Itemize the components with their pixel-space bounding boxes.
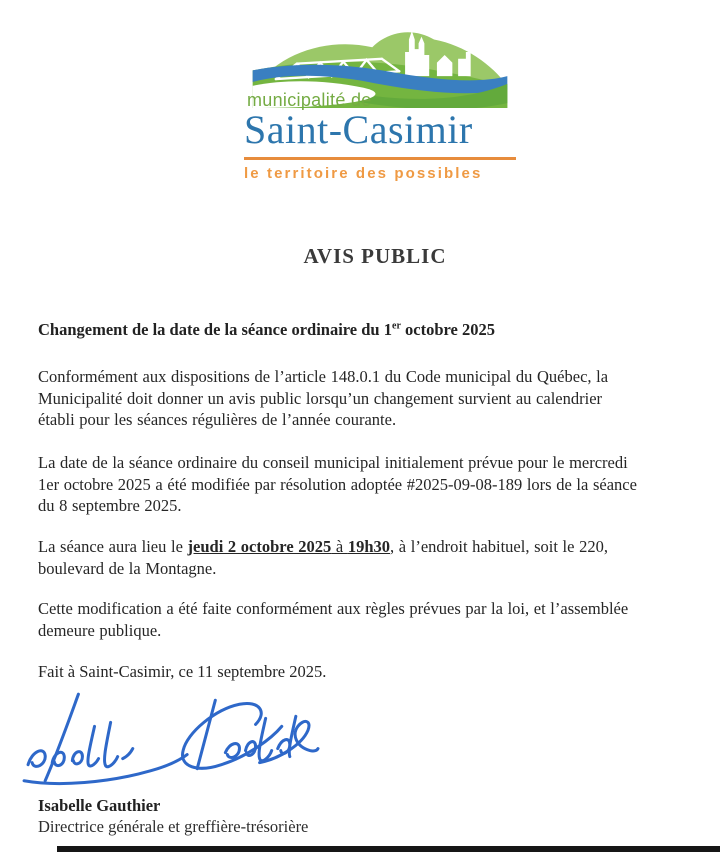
paragraph-line: Cette modification a été faite conformément aux règles prévues par la loi, et l’assemblée (38, 599, 629, 618)
notice-title: AVIS PUBLIC (303, 244, 447, 268)
p3-new-time: 19h30 (347, 537, 391, 556)
paragraph-line: du 8 septembre 2025. (38, 496, 182, 515)
paragraph-line: 1er octobre 2025 a été modifiée par résolution adoptée #2025-09-08-189 lors de la séance (38, 474, 637, 494)
p3-post: , à l’endroit habituel, soit le 220, (390, 537, 608, 556)
heading-superscript: er (392, 320, 401, 332)
paragraph-legal-basis (38, 366, 706, 431)
paragraph-line: Conformément aux dispositions de l’article 148.0.1 du Code municipal du Québec, la (38, 367, 609, 386)
p3-pre: La séance aura lieu le (38, 537, 188, 556)
signature-stroke (45, 694, 78, 781)
signature-image (18, 688, 320, 794)
logo-name: Saint-Casimir (244, 107, 473, 152)
signature-stroke (28, 722, 133, 766)
logo-tagline: le territoire des possibles (244, 165, 483, 182)
notice-heading (38, 320, 698, 340)
dateline: Fait à Saint-Casimir, ce 11 septembre 2025. (38, 662, 327, 681)
paragraph-line (38, 536, 706, 558)
paragraph-new-date (38, 536, 706, 579)
logo-municipality-label: municipalité de (247, 90, 372, 110)
p3-mid: à (331, 537, 348, 556)
municipality-logo (244, 24, 518, 186)
heading-text-end: octobre 2025 (400, 320, 495, 339)
paragraph-line: demeure publique. (38, 620, 162, 640)
paragraph-line: Municipalité doit donner un avis public lorsqu’un changement survient au calendrier (38, 388, 603, 408)
paragraph-line: boulevard de la Montagne. (38, 558, 217, 578)
paragraph-resolution (38, 452, 706, 517)
signer-name: Isabelle Gauthier (38, 796, 161, 815)
signer-role: Directrice générale et greffière-trésorière (38, 817, 309, 836)
p3-new-date: jeudi 2 octobre 2025 (187, 537, 332, 556)
paragraph-conformity (38, 598, 706, 641)
logo-divider (244, 157, 516, 160)
signature-stroke (197, 700, 215, 768)
scan-artifact-bar (57, 846, 720, 852)
heading-text: Changement de la date de la séance ordinaire du 1 (38, 320, 392, 339)
paragraph-line: La date de la séance ordinaire du conseil municipal initialement prévue pour le mercredi (38, 453, 628, 472)
paragraph-line: établi pour les séances régulières de l’année courante. (38, 410, 397, 429)
